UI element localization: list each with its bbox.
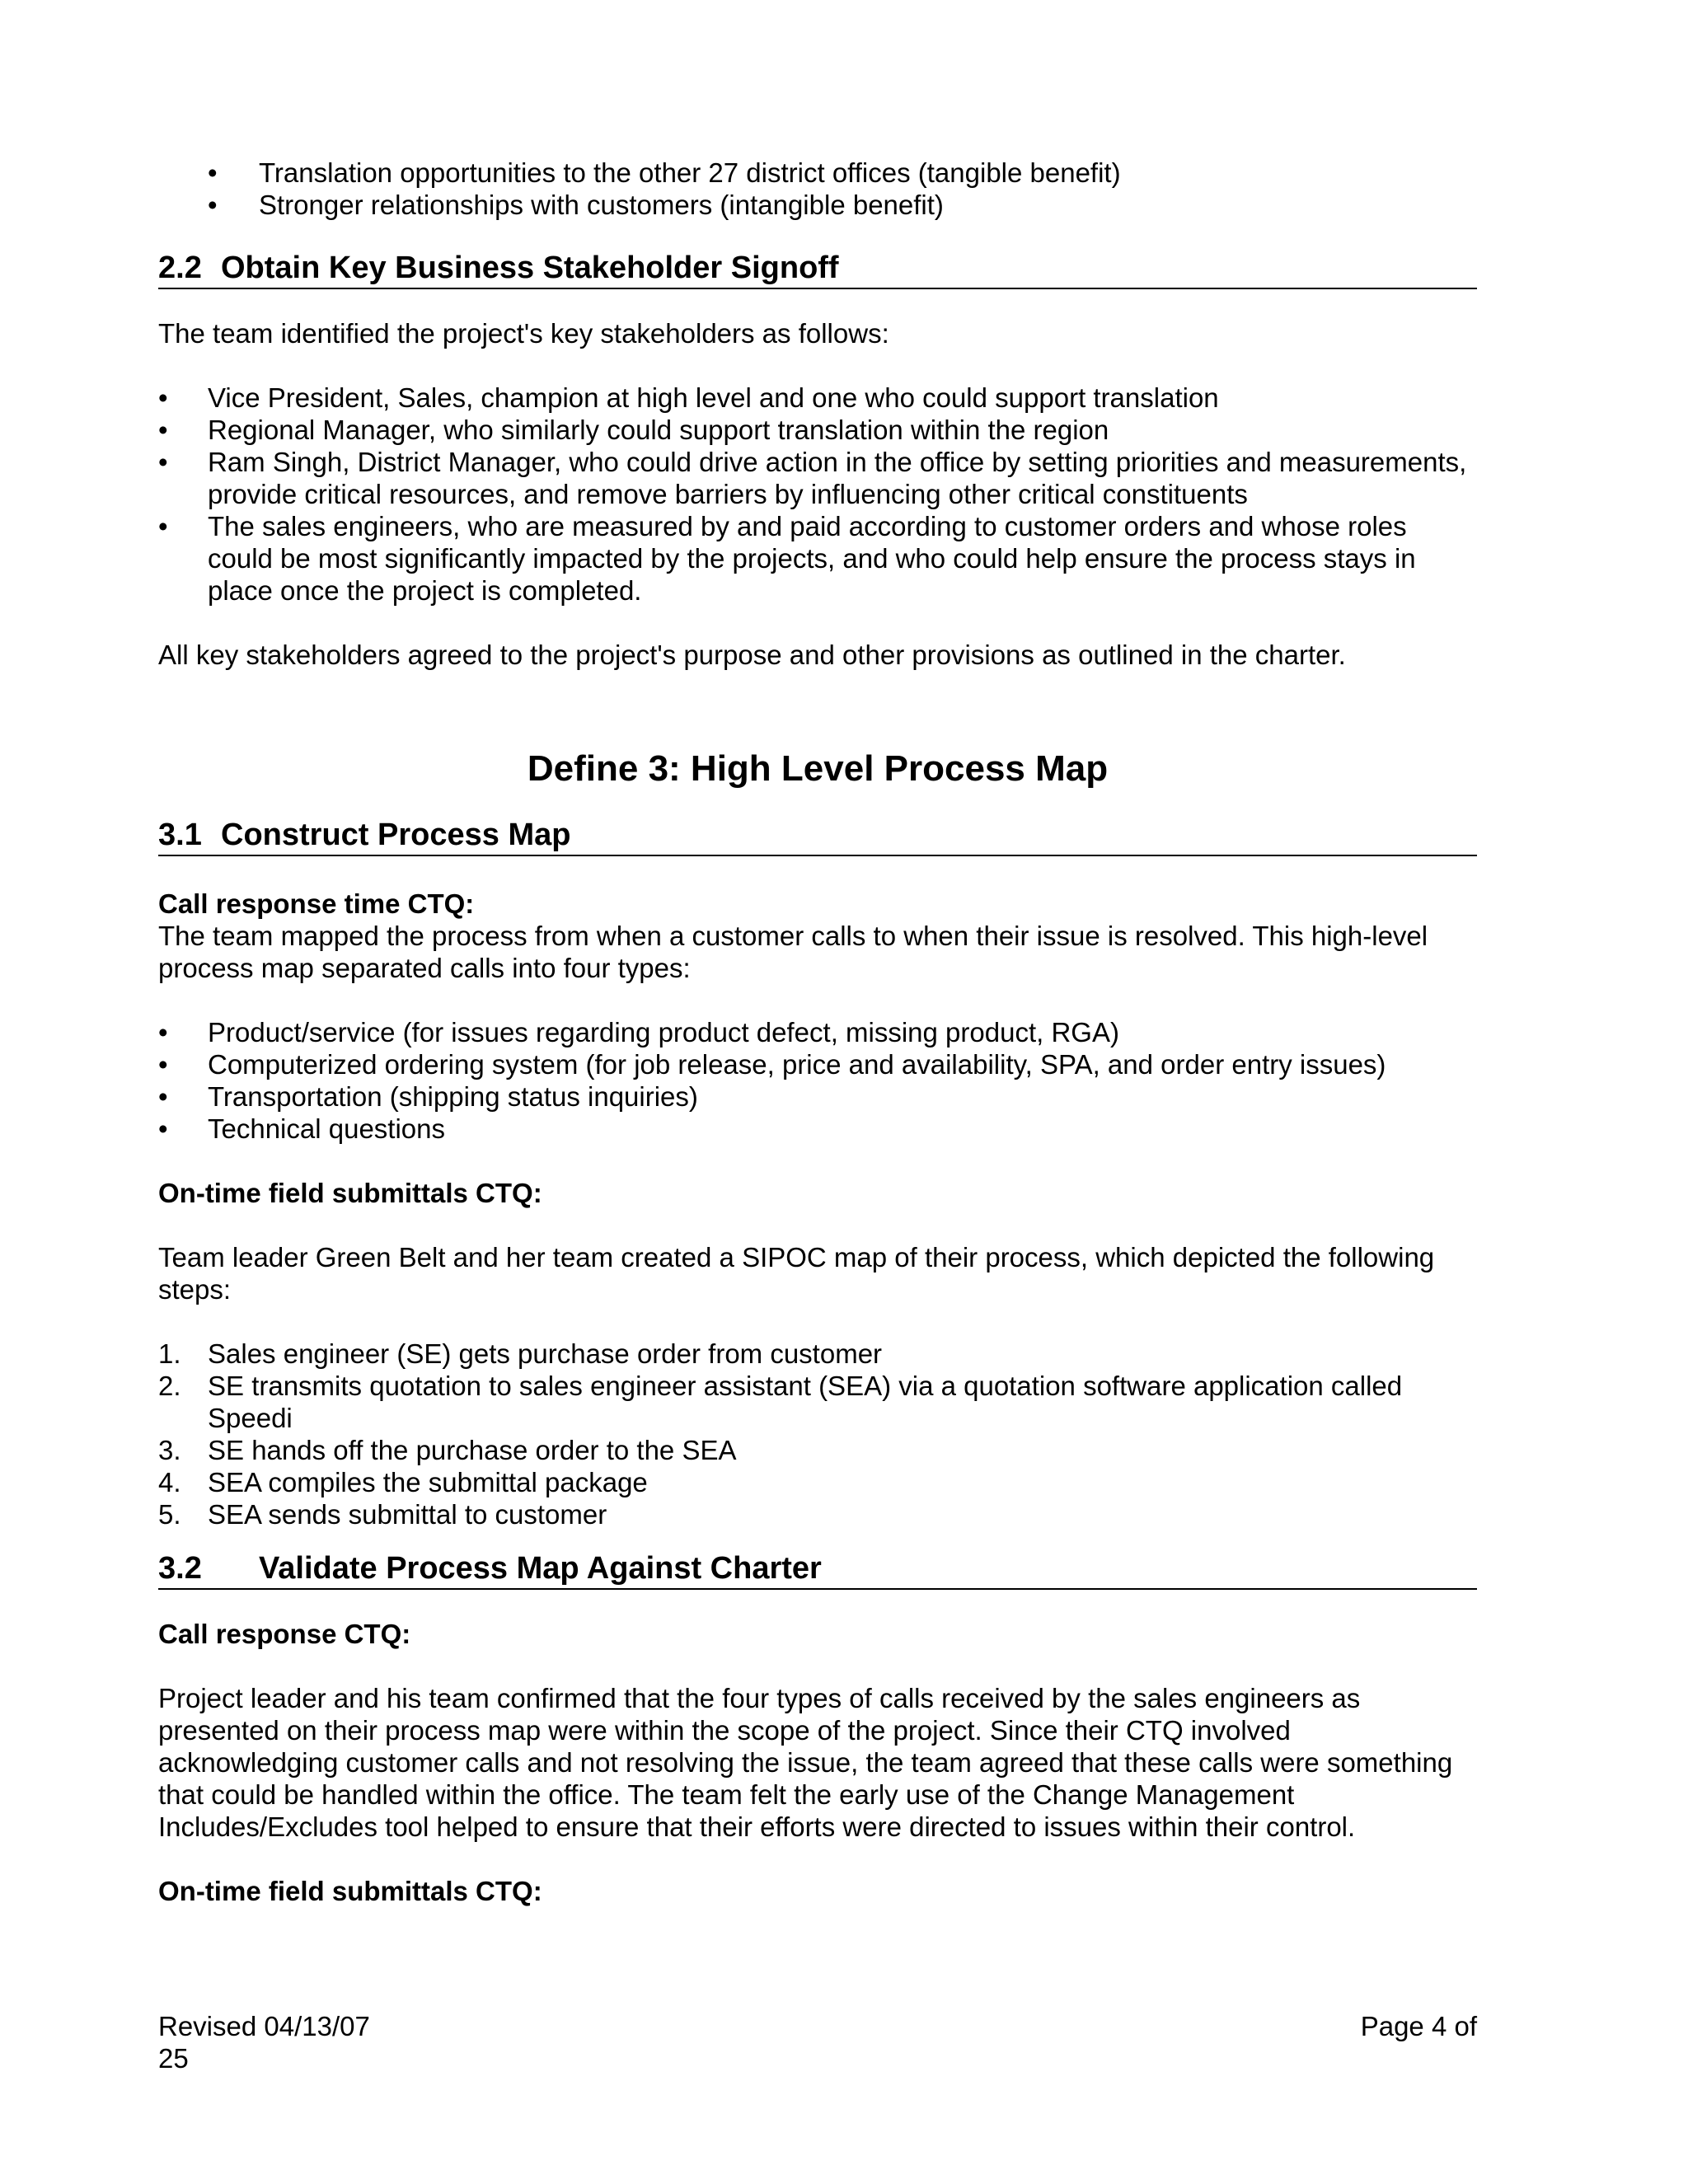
section-number: 3.1 [158,818,202,852]
stakeholder-list [158,382,1477,607]
list-item: • Ram Singh, District Manager, who could drive action in the office by setting priorities and measurements, provide critical resources, and remove barriers by influencing other critical constituents [158,446,1477,510]
step-number: 1. [158,1338,181,1369]
step-number: 3. [158,1435,181,1465]
step-text: SEA sends submittal to customer [208,1499,607,1530]
page-total: 25 [158,2043,189,2074]
section-title: Validate Process Map Against Charter [259,1551,822,1586]
call-response-label: Call response CTQ: [158,1619,411,1649]
page-number: Page 4 of [1360,2011,1477,2041]
section-heading-3-2 [158,1550,1477,1590]
step-number: 2. [158,1371,181,1401]
chapter-title: Define 3: High Level Process Map [527,748,1109,789]
step-number: 4. [158,1467,181,1497]
list-item: • Translation opportunities to the other 27 district offices (tangible benefit) [158,157,1477,189]
list-item: • Computerized ordering system (for job release, price and availability, SPA, and order entry issues) [158,1048,1477,1080]
section-title: Obtain Key Business Stakeholder Signoff [221,251,839,285]
list-item: • Product/service (for issues regarding product defect, missing product, RGA) [158,1016,1477,1048]
revised-date: Revised 04/13/07 [158,2011,370,2041]
call-type-list [158,1016,1477,1145]
list-item [158,1434,1477,1466]
ontime-submittals-text: Team leader Green Belt and her team created a SIPOC map of their process, which depicted the following steps: [158,1242,1435,1305]
step-text: Sales engineer (SE) gets purchase order from customer [208,1338,883,1369]
list-item [158,1370,1477,1434]
ontime-submittals-label-2: On-time field submittals CTQ: [158,1876,542,1906]
list-item: • The sales engineers, who are measured by and paid according to customer orders and whose roles could be most significantly impacted by the projects, and who could help ensure the process stays in place once the project is completed. [158,510,1477,607]
ontime-submittals-label: On-time field submittals CTQ: [158,1178,542,1208]
list-item [158,1466,1477,1498]
list-item [158,1498,1477,1530]
section-title: Construct Process Map [221,818,571,852]
list-item [158,1338,1477,1370]
top-bullet-list [158,157,1477,221]
call-response-time-label: Call response time CTQ: [158,888,475,919]
section-heading-2-2 [158,250,1477,289]
step-text: SE transmits quotation to sales engineer assistant (SEA) via a quotation software application called Speedi [208,1371,1403,1433]
page-content [158,157,1477,1907]
step-text: SE hands off the purchase order to the SEA [208,1435,737,1465]
list-item: • Regional Manager, who similarly could support translation within the region [158,414,1477,446]
step-text: SEA compiles the submittal package [208,1467,648,1497]
footer-left [158,2010,406,2074]
step-number: 5. [158,1499,181,1530]
list-item: • Vice President, Sales, champion at high level and one who could support translation [158,382,1477,414]
list-item: • Technical questions [158,1113,1477,1145]
call-response-time-text: The team mapped the process from when a customer calls to when their issue is resolved. This high-level process map separated calls into four types: [158,921,1428,983]
section-number: 2.2 [158,251,202,285]
section-heading-3-1 [158,817,1477,856]
list-item: • Transportation (shipping status inquiries) [158,1080,1477,1113]
call-response-text: Project leader and his team confirmed that the four types of calls received by the sales engineers as presented on their process map were within the scope of the project. Since their CTQ involved acknowledging customer calls and not resolving the issue, the team agreed that these calls were something that could be handled within the office. The team felt the early use of the Change Management Includes/Excludes tool helped to ensure that their efforts were directed to issues within their control. [158,1683,1453,1842]
list-item: • Stronger relationships with customers (intangible benefit) [158,189,1477,221]
section-number: 3.2 [158,1551,202,1586]
stakeholders-closing: All key stakeholders agreed to the project's purpose and other provisions as outlined in the charter. [158,640,1346,670]
sipoc-steps-list [158,1338,1477,1530]
stakeholders-intro: The team identified the project's key stakeholders as follows: [158,318,889,349]
